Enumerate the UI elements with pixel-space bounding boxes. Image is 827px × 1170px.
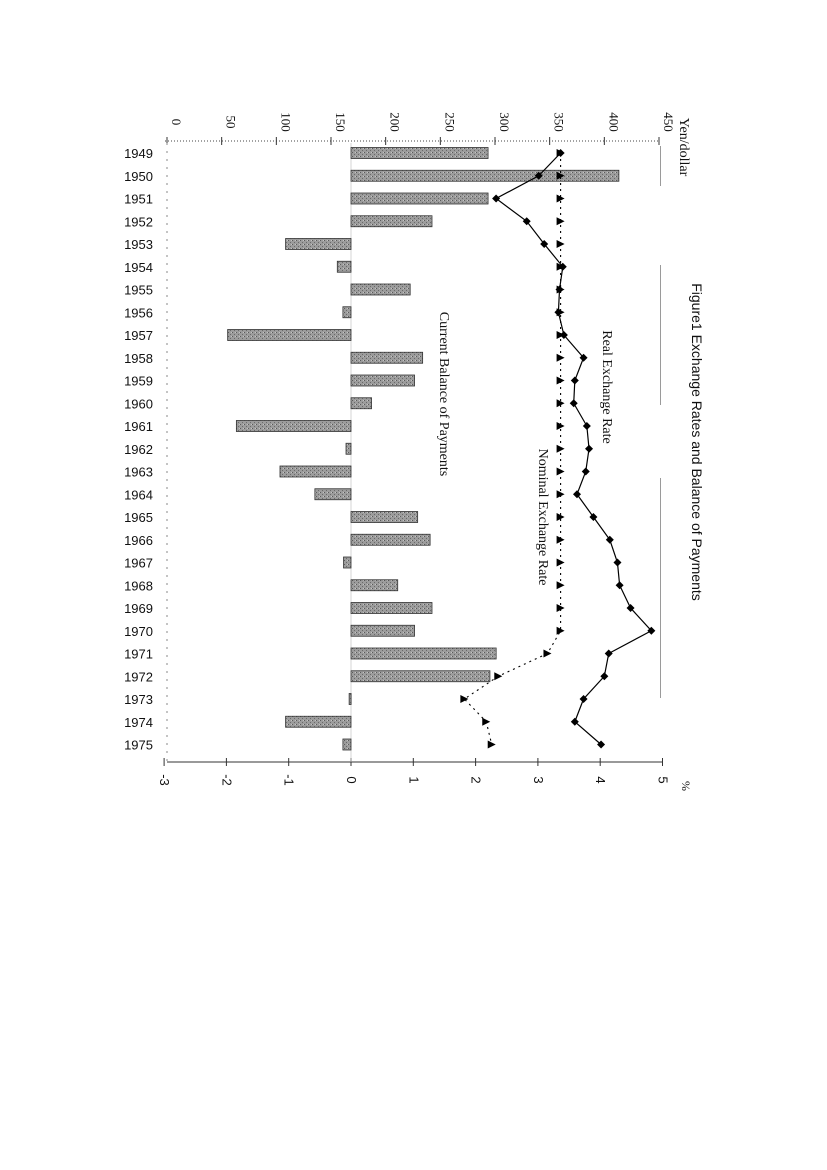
- nominal-rate-point: [488, 741, 496, 749]
- category-label: 1975: [124, 737, 153, 753]
- balance-bar: [351, 625, 415, 636]
- balance-bar: [344, 557, 351, 568]
- balance-bar: [280, 466, 351, 477]
- category-label: 1949: [124, 146, 153, 161]
- balance-bar: [236, 421, 351, 432]
- left-axis-tick-label: 450: [661, 112, 676, 132]
- balance-bar: [351, 148, 488, 159]
- category-label: 1962: [124, 441, 153, 457]
- balance-bar: [286, 716, 351, 727]
- axes: [124, 112, 676, 786]
- category-label: 1970: [124, 623, 153, 639]
- nominal-rate-point: [460, 695, 468, 703]
- balance-bar: [351, 671, 490, 682]
- balance-bar: [351, 580, 398, 591]
- balance-bar: [351, 534, 430, 545]
- nominal-rate-point: [557, 490, 565, 498]
- real-rate-point: [589, 513, 597, 521]
- scan-rule: [660, 146, 661, 186]
- category-label: 1967: [124, 555, 153, 571]
- category-label: 1961: [124, 419, 153, 434]
- real-rate-point: [582, 468, 590, 476]
- category-label: 1966: [124, 532, 153, 548]
- nominal-rate-point: [482, 718, 490, 726]
- chart-title: Figure1 Exchange Rates and Balance of Payments: [689, 283, 705, 601]
- right-axis-tick-label: 5: [655, 776, 671, 784]
- left-axis-tick-label: 250: [442, 112, 458, 132]
- balance-bar: [351, 170, 619, 181]
- scan-rule: [660, 478, 661, 698]
- category-label: 1957: [124, 328, 153, 343]
- balance-bar: [351, 512, 418, 523]
- scan-rule: [660, 265, 661, 405]
- balance-bar: [343, 307, 351, 318]
- balance-bar: [351, 284, 410, 295]
- left-axis-tick-label: 400: [606, 112, 622, 132]
- right-axis-tick-label: 4: [593, 776, 609, 784]
- category-label: 1963: [124, 464, 153, 480]
- nominal-rate-point: [494, 672, 502, 680]
- nominal-rate-point: [543, 650, 551, 658]
- left-axis-label: Yen/dollar: [676, 117, 691, 177]
- balance-bar: [351, 193, 488, 204]
- real-rate-point: [613, 559, 621, 567]
- left-axis-tick-label: 150: [333, 112, 348, 132]
- current-balance-label: Current Balance of Payments: [436, 311, 451, 477]
- real-rate-point: [606, 536, 614, 544]
- category-label: 1972: [124, 669, 153, 685]
- real-rate-point: [605, 650, 613, 658]
- nominal-rate-point: [557, 354, 565, 362]
- nominal-rate-label: Nominal Exchange Rate: [535, 448, 550, 586]
- category-label: 1968: [124, 578, 153, 594]
- real-rate-point: [571, 377, 579, 385]
- nominal-rate-point: [557, 581, 565, 589]
- real-rate-point: [585, 445, 593, 453]
- nominal-rate-point: [557, 217, 565, 225]
- category-label: 1974: [124, 714, 153, 730]
- right-axis-tick-label: 3: [530, 776, 546, 784]
- balance-bar: [349, 694, 351, 705]
- nominal-rate-point: [557, 559, 565, 567]
- nominal-rate-point: [557, 536, 565, 544]
- balance-bar: [337, 261, 351, 272]
- balance-bar: [346, 443, 351, 454]
- left-axis-tick-label: 350: [551, 112, 567, 132]
- category-label: 1954: [124, 259, 153, 275]
- balance-bar: [351, 375, 415, 386]
- category-label: 1959: [124, 373, 153, 389]
- balance-bar: [351, 216, 432, 227]
- left-axis-tick-label: 50: [223, 115, 239, 129]
- category-label: 1956: [124, 305, 153, 321]
- right-axis-tick-label: 1: [406, 776, 422, 784]
- right-axis-tick-label: -3: [157, 774, 173, 786]
- real-rate-point: [573, 490, 581, 498]
- balance-bar: [351, 398, 372, 409]
- balance-bar: [343, 739, 351, 750]
- balance-bar: [351, 603, 432, 614]
- right-axis-tick-label: -2: [219, 774, 235, 786]
- right-axis-tick-label: -1: [281, 774, 297, 786]
- category-label: 1960: [124, 396, 153, 412]
- left-axis-tick-label: 300: [497, 112, 512, 132]
- nominal-rate-point: [557, 445, 565, 453]
- category-label: 1953: [124, 237, 153, 252]
- real-rate-label: Real Exchange Rate: [599, 330, 614, 444]
- balance-bar: [315, 489, 351, 500]
- real-rate-point: [583, 422, 591, 430]
- category-label: 1965: [124, 510, 153, 525]
- real-rate-point: [616, 581, 624, 589]
- right-axis-tick-label: 0: [344, 776, 359, 784]
- balance-bar: [351, 648, 496, 659]
- nominal-rate-point: [557, 240, 565, 248]
- category-label: 1973: [124, 692, 153, 707]
- balance-bar: [228, 330, 351, 341]
- real-rate-point: [570, 399, 578, 407]
- right-axis-unit: %: [679, 781, 693, 791]
- category-label: 1958: [124, 350, 153, 366]
- left-axis-tick-label: 100: [278, 112, 294, 132]
- category-label: 1964: [124, 487, 153, 503]
- right-axis-tick-label: 2: [468, 776, 484, 784]
- nominal-rate-point: [557, 377, 565, 385]
- real-rate-line: [496, 153, 651, 745]
- category-label: 1971: [124, 646, 153, 662]
- category-label: 1952: [124, 214, 153, 230]
- left-axis-tick-label: 0: [169, 118, 184, 126]
- nominal-rate-point: [557, 468, 565, 476]
- balance-bar: [351, 352, 423, 363]
- category-label: 1950: [124, 168, 153, 184]
- left-axis-tick-label: 200: [387, 112, 403, 132]
- category-label: 1955: [124, 282, 153, 298]
- balance-bar: [286, 239, 351, 250]
- category-label: 1969: [124, 601, 153, 616]
- chart-labels: [436, 118, 705, 791]
- category-label: 1951: [124, 191, 153, 207]
